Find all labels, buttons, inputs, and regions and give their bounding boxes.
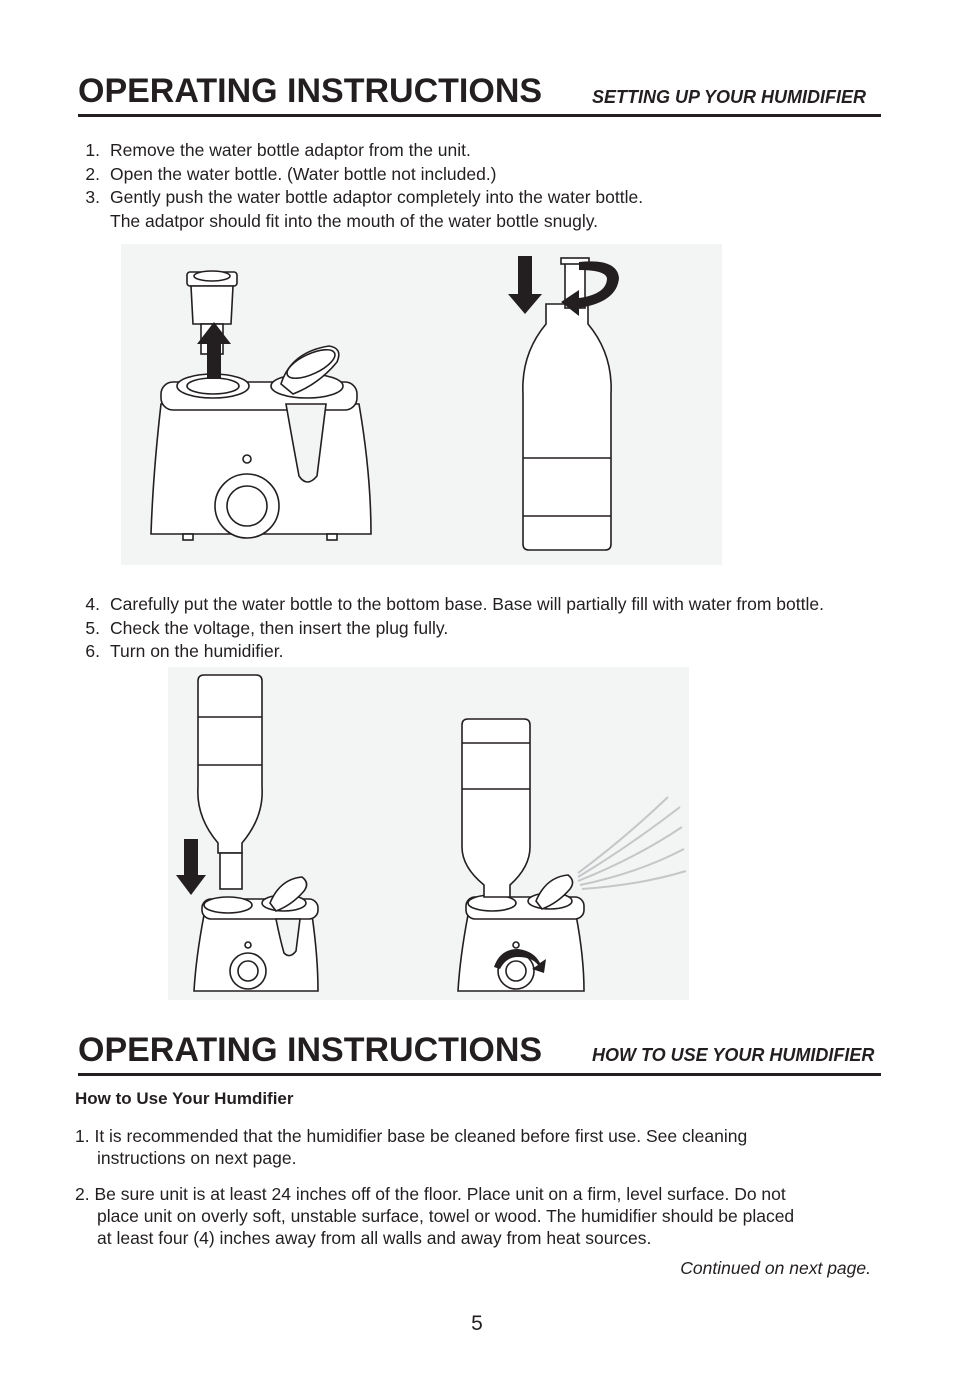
section-subtitle: SETTING UP YOUR HUMIDIFIER bbox=[592, 87, 867, 107]
humidifier-setup-illustration bbox=[121, 244, 722, 565]
list-item: 1. Remove the water bottle adaptor from the unit. bbox=[85, 140, 471, 160]
illustration-panel-top bbox=[121, 244, 722, 565]
list-item: 4. Carefully put the water bottle to the bottom base. Base will partially fill with water from bottle. bbox=[85, 594, 824, 614]
subsection-heading: How to Use Your Humdifier bbox=[75, 1089, 294, 1108]
list-item: 2. Open the water bottle. (Water bottle not included.) bbox=[85, 163, 497, 184]
humidifier-operate-illustration bbox=[168, 667, 689, 1000]
list-item: 3. Gently push the water bottle adaptor completely into the water bottle. bbox=[85, 187, 644, 207]
illustration-panel-bottom bbox=[168, 667, 689, 1000]
steps-list-b bbox=[72, 593, 824, 664]
section-title: OPERATING INSTRUCTIONS bbox=[78, 1031, 543, 1069]
list-item-continuation: The adatpor should fit into the mouth of the water bottle snugly. bbox=[110, 210, 599, 231]
header-rule bbox=[78, 114, 881, 117]
list-item: 5. Check the voltage, then insert the plug fully. bbox=[85, 617, 449, 638]
continued-note: Continued on next page. bbox=[680, 1258, 871, 1278]
list-item: 6. Turn on the humidifier. bbox=[85, 641, 284, 661]
header-rule bbox=[78, 1073, 881, 1076]
paragraph-2: 2. Be sure unit is at least 24 inches off of the floor. Place unit on a firm, level surface. Do not place unit on overly soft, unstable surface, towel or wood. The humidifier should be placed at least four (4) inches away from all walls and away from heat sources. bbox=[75, 1184, 795, 1248]
steps-list-a bbox=[72, 139, 643, 233]
section-subtitle: HOW TO USE YOUR HUMIDIFIER bbox=[592, 1045, 875, 1065]
section-title: OPERATING INSTRUCTIONS bbox=[78, 72, 543, 110]
page-number: 5 bbox=[471, 1312, 483, 1335]
paragraph-1: 1. It is recommended that the humidifier base be cleaned before first use. See cleaning instructions on next page. bbox=[75, 1126, 748, 1168]
